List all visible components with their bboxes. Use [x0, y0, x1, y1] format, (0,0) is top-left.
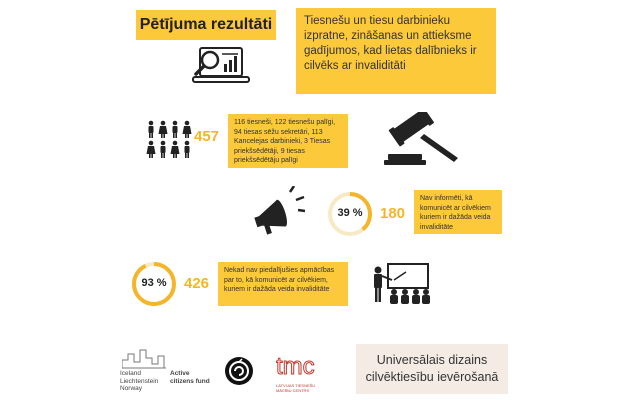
- not-informed-percent: 39 %: [337, 207, 363, 219]
- footer-tagline: [356, 344, 508, 394]
- city-skyline-icon: [122, 348, 168, 370]
- intro-text: Tiesnešu un tiesu darbinieku izpratne, zināšanas un attieksme gadījumos, kad lietas dalībnieks ir cilvēks ar invaliditāti: [296, 8, 496, 94]
- organization-round-logo: [224, 356, 254, 386]
- megaphone-icon: [252, 186, 306, 240]
- gavel-icon: [384, 112, 460, 166]
- laptop-chart-icon: [190, 44, 252, 90]
- tmc-logo: [276, 352, 328, 393]
- tmc-letters-icon: [276, 352, 316, 378]
- not-informed-count: 180: [380, 205, 406, 222]
- acf-line-2: citizens fund: [170, 377, 210, 385]
- active-citizens-logo: [170, 370, 210, 385]
- respondents-breakdown: 116 tiesneši, 122 tiesnešu palīgi, 94 tiesas sēžu sekretāri, 113 Kancelejas darbinieki, 3 Tiesas priekšsēdētāji, 9 tiesas priekšsēdētāju palīgi: [228, 114, 348, 168]
- never-trained-text: Nekad nav piedalījušies apmācības par to, kā komunicēt ar cilvēkiem, kuriem ir dažāda veida invaliditāte: [218, 262, 348, 306]
- tmc-caption: LATVIJAS TIESNEŠU MĀCĪBU CENTRS: [276, 383, 316, 393]
- acf-line-1: Active: [170, 370, 190, 377]
- teacher-classroom-icon: [370, 262, 432, 308]
- respondents-count: 457: [194, 128, 220, 145]
- eea-grants-logo: [120, 348, 160, 392]
- svg-text:tmc: tmc: [276, 353, 315, 378]
- eea-logo-line-1: Iceland: [120, 370, 141, 377]
- page-title: Pētījuma rezultāti: [136, 10, 276, 40]
- not-informed-text: Nav informēti, kā komunicēt ar cilvēkiem kuriem ir dažāda veida invaliditāte: [414, 190, 502, 234]
- footer-line-2: cilvēktiesību ievērošanā: [365, 370, 499, 384]
- eea-logo-line-2: Liechtenstein: [120, 377, 159, 385]
- never-trained-percent: 93 %: [141, 277, 167, 289]
- footer-line-1: Universālais dizains: [376, 353, 488, 367]
- never-trained-count: 426: [184, 275, 210, 292]
- people-group-icon: [146, 120, 194, 160]
- eea-logo-line-3: Norway: [120, 385, 143, 392]
